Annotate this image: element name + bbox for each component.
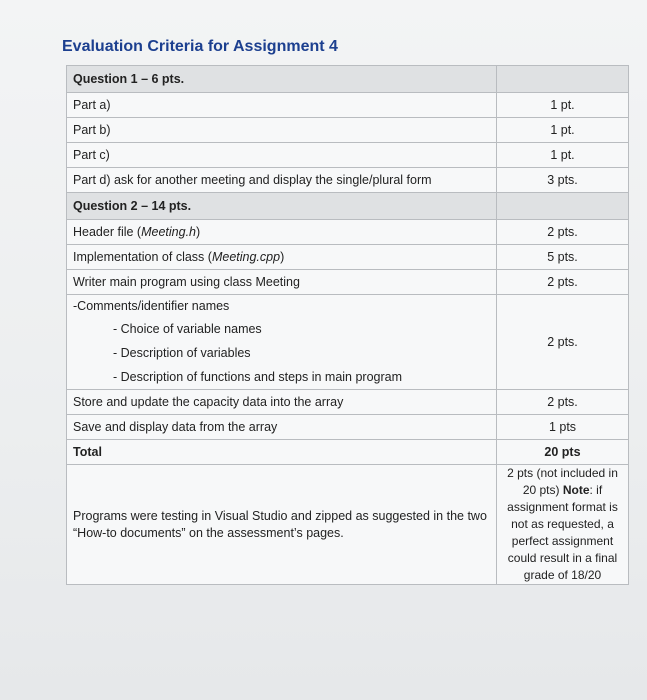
criterion-label: Header file (Meeting.h) <box>67 220 497 245</box>
bonus-points: 2 pts (not included in 20 pts) <box>507 466 618 497</box>
section-header-question-2 <box>67 193 629 220</box>
criterion-points: 2 pts. <box>497 270 629 295</box>
criterion-label: Programs were testing in Visual Studio and zipped as suggested in the two “How-to documents” on the assessment’s pages. <box>67 465 497 585</box>
table-row <box>67 245 629 270</box>
criterion-label: Part d) ask for another meeting and display the single/plural form <box>67 168 497 193</box>
comments-item: - Choice of variable names <box>113 322 262 336</box>
comments-criteria <box>67 295 497 390</box>
table-row-final <box>67 465 629 585</box>
criterion-label: Part c) <box>67 143 497 168</box>
table-row <box>67 415 629 440</box>
comments-item: - Description of functions and steps in main program <box>113 370 403 384</box>
section-header-question-1 <box>67 66 629 93</box>
criterion-label: Implementation of class (Meeting.cpp) <box>67 245 497 270</box>
criterion-label: Store and update the capacity data into the array <box>67 390 497 415</box>
note-text: : if assignment format is not as requested, a perfect assignment could result in a final grade of 18/20 <box>507 483 618 582</box>
table-row <box>67 390 629 415</box>
criterion-points: 5 pts. <box>497 245 629 270</box>
criterion-points-note <box>497 465 629 585</box>
criterion-label: Writer main program using class Meeting <box>67 270 497 295</box>
criterion-points: 1 pt. <box>497 118 629 143</box>
criterion-points: 1 pts <box>497 415 629 440</box>
table-row <box>67 93 629 118</box>
criterion-label: Part a) <box>67 93 497 118</box>
comments-item: - Description of variables <box>113 346 251 360</box>
comments-heading: -Comments/identifier names <box>73 299 230 313</box>
criterion-points: 1 pt. <box>497 143 629 168</box>
criterion-points: 2 pts. <box>497 220 629 245</box>
table-row <box>67 143 629 168</box>
criterion-label: Save and display data from the array <box>67 415 497 440</box>
total-points: 20 pts <box>497 440 629 465</box>
table-row <box>67 118 629 143</box>
document-title: Evaluation Criteria for Assignment 4 <box>62 38 338 55</box>
total-row <box>67 440 629 465</box>
criterion-points: 2 pts. <box>497 295 629 390</box>
table-row <box>67 220 629 245</box>
table-row <box>67 270 629 295</box>
criterion-points: 1 pt. <box>497 93 629 118</box>
table-row-comments <box>67 295 629 390</box>
total-label: Total <box>67 440 497 465</box>
criterion-label: Part b) <box>67 118 497 143</box>
criteria-table <box>66 65 629 585</box>
criterion-points: 3 pts. <box>497 168 629 193</box>
table-row <box>67 168 629 193</box>
section-heading: Question 2 – 14 pts. <box>67 193 497 220</box>
criterion-points: 2 pts. <box>497 390 629 415</box>
note-label: Note <box>562 483 590 497</box>
section-heading: Question 1 – 6 pts. <box>67 66 497 93</box>
